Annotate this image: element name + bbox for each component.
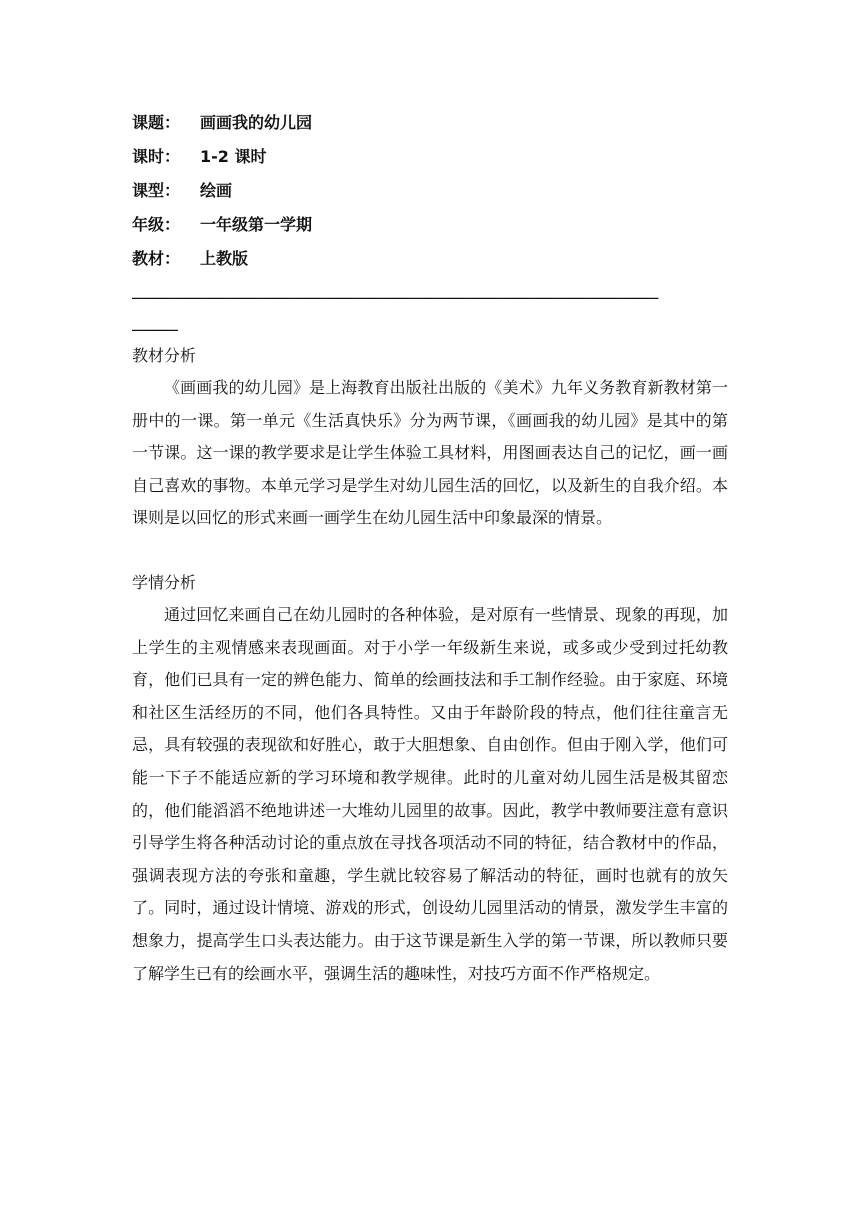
divider-line: _____________________________________________________________________ [132,285,659,300]
section-body-textbook-analysis: 《画画我的幼儿园》是上海教育出版社出版的《美术》九年义务教育新教材第一册中的一课。第一单元《生活真快乐》分为两节课，《画画我的幼儿园》是其中的第一节课。这一课的教学要求是让学生体验工具材料，用图画表达自己的记忆，画一画自己喜欢的事物。本单元学习是学生对幼儿园生活的回忆，以及新生的自我介绍。本课则是以回忆的形式来画一画学生在幼儿园生活中印象最深的情景。 [132,378,728,528]
divider-line-tail: ______ [132,317,178,332]
meta-label-textbook: 教材： [132,249,181,268]
meta-label-periods: 课时： [132,147,181,166]
meta-value-textbook: 上教版 [200,249,249,268]
document-page [132,106,728,990]
meta-row-periods [132,140,728,174]
meta-row-textbook [132,242,728,276]
section-heading-textbook-analysis: 教材分析 [132,346,197,365]
meta-value-type: 绘画 [200,181,233,200]
section-spacer [132,535,728,567]
meta-value-topic: 画画我的幼儿园 [200,113,313,132]
meta-label-type: 课型： [132,181,181,200]
section-heading-student-analysis: 学情分析 [132,572,197,592]
meta-value-grade: 一年级第一学期 [200,215,313,234]
meta-value-periods: 1-2 课时 [200,147,267,166]
meta-label-grade: 年级： [132,215,181,234]
section-body-student-analysis: 通过回忆来画自己在幼儿园时的各种体验，是对原有一些情景、现象的再现，加上学生的主观情感来表现画面。对于小学一年级新生来说，或多或少受到过托幼教育，他们已具有一定的辨色能力、简单的绘画技法和手工制作经验。由于家庭、环境和社区生活经历的不同，他们各具特性。又由于年龄阶段的特点，他们往往童言无忌，具有较强的表现欲和好胜心，敢于大胆想象、自由创作。但由于刚入学，他们可能一下子不能适应新的学习环境和教学规律。此时的儿童对幼儿园生活是极其留恋的，他们能滔滔不绝地讲述一大堆幼儿园里的故事。因此，教学中教师要注意有意识引导学生将各种活动讨论的重点放在寻找各项活动不同的特征，结合教材中的作品，强调表现方法的夸张和童趣，学生就比较容易了解活动的特征，画时也就有的放矢了。同时，通过设计情境、游戏的形式，创设幼儿园里活动的情景，激发学生丰富的想象力，提高学生口头表达能力。由于这节课是新生入学的第一节课，所以教师只要了解学生已有的绘画水平，强调生活的趣味性，对技巧方面不作严格规定。 [132,604,728,983]
meta-label-topic: 课题： [132,113,181,132]
meta-row-type [132,174,728,208]
meta-row-topic [132,106,728,140]
meta-row-grade [132,208,728,242]
